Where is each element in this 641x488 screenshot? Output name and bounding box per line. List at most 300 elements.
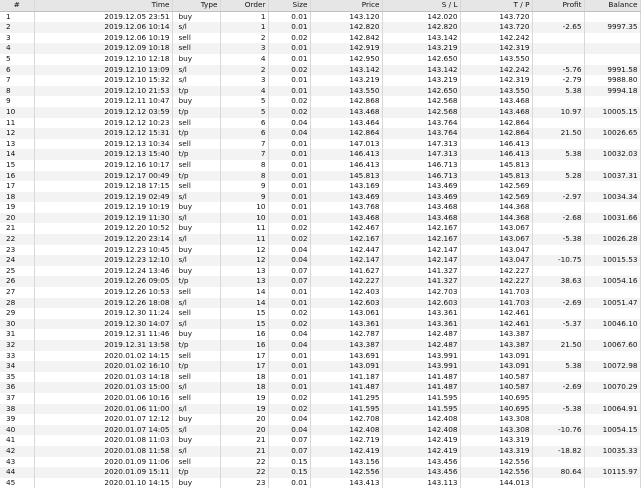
trade-type: t/p	[172, 128, 220, 139]
trade-type: buy	[172, 266, 220, 277]
trade-profit: -5.76	[532, 65, 584, 76]
trade-type: buy	[172, 54, 220, 65]
trade-profit: 5.38	[532, 361, 584, 372]
table-row[interactable]	[0, 340, 640, 351]
trade-number: 10	[0, 107, 34, 118]
trade-stop-loss: 143.219	[382, 43, 460, 54]
trade-type: s/l	[172, 75, 220, 86]
trade-price: 142.842	[310, 33, 382, 44]
trade-profit	[532, 54, 584, 65]
trade-order: 7	[220, 149, 268, 160]
trade-order: 15	[220, 308, 268, 319]
trade-size: 0.01	[268, 86, 310, 97]
trade-type: sell	[172, 33, 220, 44]
column-header-time[interactable]: Time	[34, 0, 172, 11]
trade-size: 0.01	[268, 298, 310, 309]
trade-balance	[584, 351, 640, 362]
trade-time: 2019.12.12 10:23	[34, 118, 172, 129]
trade-stop-loss: 143.219	[382, 75, 460, 86]
trade-stop-loss: 142.167	[382, 234, 460, 245]
trade-size: 0.04	[268, 425, 310, 436]
table-row[interactable]	[0, 319, 640, 330]
trade-type: t/p	[172, 276, 220, 287]
table-row[interactable]	[0, 171, 640, 182]
trade-take-profit: 142.242	[460, 65, 532, 76]
trade-take-profit: 146.413	[460, 149, 532, 160]
trade-stop-loss: 143.142	[382, 65, 460, 76]
trade-time: 2019.12.10 13:09	[34, 65, 172, 76]
trade-size: 0.01	[268, 149, 310, 160]
table-row[interactable]	[0, 266, 640, 277]
trade-take-profit: 142.319	[460, 43, 532, 54]
trade-profit	[532, 43, 584, 54]
trade-type: t/p	[172, 467, 220, 478]
trade-order: 11	[220, 223, 268, 234]
table-row[interactable]	[0, 446, 640, 457]
trade-take-profit: 142.461	[460, 308, 532, 319]
table-row[interactable]	[0, 160, 640, 171]
trade-stop-loss: 143.468	[382, 202, 460, 213]
trade-size: 0.01	[268, 139, 310, 150]
table-row[interactable]	[0, 86, 640, 97]
trade-type: buy	[172, 202, 220, 213]
trade-number: 16	[0, 171, 34, 182]
trade-take-profit: 142.864	[460, 118, 532, 129]
trade-profit: -10.75	[532, 255, 584, 266]
trade-balance: 10015.53	[584, 255, 640, 266]
trade-profit: 5.38	[532, 86, 584, 97]
trade-number: 32	[0, 340, 34, 351]
trade-type: sell	[172, 393, 220, 404]
trade-take-profit: 142.227	[460, 266, 532, 277]
trade-order: 19	[220, 393, 268, 404]
table-row[interactable]	[0, 361, 640, 372]
trade-price: 143.219	[310, 75, 382, 86]
trade-number: 20	[0, 213, 34, 224]
trade-order: 15	[220, 319, 268, 330]
trade-number: 6	[0, 65, 34, 76]
trade-size: 0.15	[268, 457, 310, 468]
table-row[interactable]	[0, 181, 640, 192]
trade-time: 2019.12.19 02:49	[34, 192, 172, 203]
trade-number: 31	[0, 329, 34, 340]
trade-number: 26	[0, 276, 34, 287]
trade-type: s/l	[172, 446, 220, 457]
trade-profit	[532, 139, 584, 150]
trade-price: 143.768	[310, 202, 382, 213]
trade-stop-loss: 142.487	[382, 329, 460, 340]
trade-balance	[584, 223, 640, 234]
trade-order: 9	[220, 192, 268, 203]
trade-type: buy	[172, 435, 220, 446]
table-row[interactable]	[0, 382, 640, 393]
table-row[interactable]	[0, 351, 640, 362]
table-row[interactable]	[0, 393, 640, 404]
trade-time: 2019.12.30 11:24	[34, 308, 172, 319]
trade-price: 142.950	[310, 54, 382, 65]
trade-take-profit: 146.413	[460, 139, 532, 150]
trade-balance	[584, 181, 640, 192]
trade-order: 22	[220, 457, 268, 468]
trade-time: 2019.12.30 14:07	[34, 319, 172, 330]
trade-stop-loss: 142.147	[382, 255, 460, 266]
trade-size: 0.04	[268, 340, 310, 351]
table-row[interactable]	[0, 478, 640, 488]
table-row[interactable]	[0, 425, 640, 436]
table-row[interactable]	[0, 22, 640, 33]
trade-price: 142.787	[310, 329, 382, 340]
trade-take-profit: 145.813	[460, 160, 532, 171]
column-header-type[interactable]: Type	[172, 0, 220, 11]
trade-stop-loss: 142.650	[382, 86, 460, 97]
trade-time: 2019.12.10 21:53	[34, 86, 172, 97]
trade-size: 0.01	[268, 351, 310, 362]
table-row[interactable]	[0, 139, 640, 150]
trade-profit: -2.68	[532, 213, 584, 224]
column-header-profit[interactable]: Profit	[532, 0, 584, 11]
trade-take-profit: 144.368	[460, 213, 532, 224]
trade-size: 0.02	[268, 223, 310, 234]
trade-size: 0.01	[268, 192, 310, 203]
trade-take-profit: 143.091	[460, 361, 532, 372]
trade-profit	[532, 457, 584, 468]
trade-order: 7	[220, 139, 268, 150]
trade-balance	[584, 329, 640, 340]
trade-number: 29	[0, 308, 34, 319]
trade-profit: 38.63	[532, 276, 584, 287]
trade-stop-loss: 143.142	[382, 33, 460, 44]
table-row[interactable]	[0, 287, 640, 298]
trade-time: 2019.12.26 18:08	[34, 298, 172, 309]
column-header-order[interactable]: Order	[220, 0, 268, 11]
trade-size: 0.02	[268, 319, 310, 330]
trade-time: 2020.01.02 14:15	[34, 351, 172, 362]
trade-number: 18	[0, 192, 34, 203]
table-row[interactable]	[0, 202, 640, 213]
trade-profit	[532, 160, 584, 171]
trade-balance: 10005.15	[584, 107, 640, 118]
trade-stop-loss: 142.820	[382, 22, 460, 33]
trade-size: 0.04	[268, 118, 310, 129]
trade-stop-loss: 143.456	[382, 467, 460, 478]
trade-profit	[532, 223, 584, 234]
trade-take-profit: 143.319	[460, 446, 532, 457]
table-row[interactable]	[0, 107, 640, 118]
trade-number: 7	[0, 75, 34, 86]
trade-number: 44	[0, 467, 34, 478]
trade-price: 143.156	[310, 457, 382, 468]
trade-balance: 10051.47	[584, 298, 640, 309]
trade-size: 0.07	[268, 266, 310, 277]
table-header	[0, 0, 640, 11]
trade-number: 42	[0, 446, 34, 457]
trade-type: buy	[172, 414, 220, 425]
trade-stop-loss: 141.327	[382, 276, 460, 287]
trade-take-profit: 140.587	[460, 382, 532, 393]
column-header-balance[interactable]: Balance	[584, 0, 640, 11]
trade-profit: -2.65	[532, 22, 584, 33]
table-row[interactable]	[0, 65, 640, 76]
table-row[interactable]	[0, 404, 640, 415]
trade-number: 11	[0, 118, 34, 129]
column-header-take-profit[interactable]: T / P	[460, 0, 532, 11]
table-row[interactable]	[0, 372, 640, 383]
trade-profit: -2.97	[532, 192, 584, 203]
trade-number: 25	[0, 266, 34, 277]
trade-take-profit: 140.695	[460, 404, 532, 415]
trade-profit: 21.50	[532, 340, 584, 351]
trade-take-profit: 142.556	[460, 457, 532, 468]
trade-profit: 21.50	[532, 128, 584, 139]
trade-balance: 10034.34	[584, 192, 640, 203]
trade-number: 5	[0, 54, 34, 65]
trade-stop-loss: 142.603	[382, 298, 460, 309]
trade-time: 2019.12.12 03:59	[34, 107, 172, 118]
trade-balance	[584, 160, 640, 171]
trade-price: 143.091	[310, 361, 382, 372]
trade-profit	[532, 329, 584, 340]
trade-number: 12	[0, 128, 34, 139]
trade-size: 0.07	[268, 446, 310, 457]
trade-take-profit: 140.695	[460, 393, 532, 404]
trade-time: 2020.01.02 16:10	[34, 361, 172, 372]
trade-profit	[532, 96, 584, 107]
trade-type: sell	[172, 160, 220, 171]
trade-number: 38	[0, 404, 34, 415]
trade-price: 142.864	[310, 128, 382, 139]
trade-stop-loss: 146.713	[382, 171, 460, 182]
trade-stop-loss: 141.595	[382, 393, 460, 404]
trade-profit	[532, 33, 584, 44]
trade-number: 36	[0, 382, 34, 393]
trade-size: 0.04	[268, 128, 310, 139]
trade-stop-loss: 141.487	[382, 372, 460, 383]
trade-size: 0.01	[268, 478, 310, 488]
trade-time: 2019.12.17 00:49	[34, 171, 172, 182]
trade-stop-loss: 143.468	[382, 213, 460, 224]
trade-price: 141.627	[310, 266, 382, 277]
trade-profit: -18.82	[532, 446, 584, 457]
trade-time: 2019.12.12 15:31	[34, 128, 172, 139]
column-header-number[interactable]: #	[0, 0, 34, 11]
trade-time: 2020.01.09 15:11	[34, 467, 172, 478]
trade-profit	[532, 351, 584, 362]
trade-order: 6	[220, 128, 268, 139]
trade-number: 13	[0, 139, 34, 150]
trade-stop-loss: 147.313	[382, 139, 460, 150]
trade-price: 146.413	[310, 160, 382, 171]
trade-size: 0.01	[268, 361, 310, 372]
trade-number: 27	[0, 287, 34, 298]
trade-balance	[584, 202, 640, 213]
trade-type: sell	[172, 181, 220, 192]
trade-type: s/l	[172, 255, 220, 266]
trade-type: sell	[172, 43, 220, 54]
trade-profit	[532, 478, 584, 488]
trade-order: 20	[220, 414, 268, 425]
trade-stop-loss: 141.487	[382, 382, 460, 393]
table-row[interactable]	[0, 54, 640, 65]
trade-time: 2019.12.18 17:15	[34, 181, 172, 192]
trade-take-profit: 143.319	[460, 435, 532, 446]
trade-order: 5	[220, 107, 268, 118]
table-row[interactable]	[0, 255, 640, 266]
trade-order: 1	[220, 22, 268, 33]
trade-price: 145.813	[310, 171, 382, 182]
table-row[interactable]	[0, 118, 640, 129]
trade-balance	[584, 414, 640, 425]
trade-take-profit: 142.569	[460, 181, 532, 192]
table-row[interactable]	[0, 213, 640, 224]
trade-size: 0.01	[268, 171, 310, 182]
trade-balance	[584, 287, 640, 298]
table-row[interactable]	[0, 234, 640, 245]
trade-profit	[532, 435, 584, 446]
table-row[interactable]	[0, 245, 640, 256]
table-row[interactable]	[0, 75, 640, 86]
trade-size: 0.01	[268, 22, 310, 33]
table-row[interactable]	[0, 308, 640, 319]
trade-stop-loss: 141.327	[382, 266, 460, 277]
table-row[interactable]	[0, 329, 640, 340]
trade-price: 142.147	[310, 255, 382, 266]
trade-size: 0.04	[268, 255, 310, 266]
table-row[interactable]	[0, 96, 640, 107]
trade-type: sell	[172, 118, 220, 129]
trade-time: 2020.01.08 11:58	[34, 446, 172, 457]
trade-profit: 80.64	[532, 467, 584, 478]
trade-size: 0.02	[268, 404, 310, 415]
trade-price: 141.487	[310, 382, 382, 393]
trade-time: 2020.01.09 11:06	[34, 457, 172, 468]
table-row[interactable]	[0, 192, 640, 203]
table-row[interactable]	[0, 276, 640, 287]
trade-stop-loss: 143.991	[382, 351, 460, 362]
trade-type: s/l	[172, 65, 220, 76]
trade-balance	[584, 393, 640, 404]
trade-time: 2020.01.03 15:00	[34, 382, 172, 393]
trade-balance	[584, 478, 640, 488]
trade-order: 18	[220, 382, 268, 393]
trade-time: 2020.01.07 12:12	[34, 414, 172, 425]
trade-stop-loss: 142.408	[382, 414, 460, 425]
trade-price: 141.595	[310, 404, 382, 415]
trade-price: 142.403	[310, 287, 382, 298]
table-row[interactable]	[0, 33, 640, 44]
trade-take-profit: 142.569	[460, 192, 532, 203]
trade-price: 142.708	[310, 414, 382, 425]
trade-balance: 10115.97	[584, 467, 640, 478]
trade-price: 143.468	[310, 107, 382, 118]
trade-number: 39	[0, 414, 34, 425]
trade-balance	[584, 139, 640, 150]
trade-size: 0.04	[268, 245, 310, 256]
trade-size: 0.01	[268, 287, 310, 298]
trade-take-profit: 142.461	[460, 319, 532, 330]
trade-stop-loss: 142.568	[382, 96, 460, 107]
trade-size: 0.02	[268, 65, 310, 76]
trade-take-profit: 142.319	[460, 75, 532, 86]
trade-order: 23	[220, 478, 268, 488]
trade-number: 30	[0, 319, 34, 330]
column-header-price[interactable]: Price	[310, 0, 382, 11]
trade-take-profit: 145.813	[460, 171, 532, 182]
trade-number: 4	[0, 43, 34, 54]
trade-balance	[584, 266, 640, 277]
trade-type: sell	[172, 372, 220, 383]
trade-size: 0.07	[268, 276, 310, 287]
trade-take-profit: 142.556	[460, 467, 532, 478]
trade-order: 10	[220, 202, 268, 213]
trade-order: 18	[220, 372, 268, 383]
trade-size: 0.01	[268, 181, 310, 192]
trade-time: 2019.12.06 10:14	[34, 22, 172, 33]
trade-time: 2019.12.16 10:17	[34, 160, 172, 171]
trade-number: 23	[0, 245, 34, 256]
trade-balance: 10067.60	[584, 340, 640, 351]
column-header-size[interactable]: Size	[268, 0, 310, 11]
table-row[interactable]	[0, 467, 640, 478]
table-row[interactable]	[0, 43, 640, 54]
trade-price: 143.120	[310, 11, 382, 22]
trade-order: 9	[220, 181, 268, 192]
trade-time: 2019.12.13 10:34	[34, 139, 172, 150]
trade-size: 0.01	[268, 213, 310, 224]
trade-stop-loss: 143.991	[382, 361, 460, 372]
trade-profit	[532, 372, 584, 383]
trade-number: 45	[0, 478, 34, 488]
trade-time: 2019.12.26 10:53	[34, 287, 172, 298]
trade-balance: 10064.91	[584, 404, 640, 415]
table-row[interactable]	[0, 128, 640, 139]
table-row[interactable]	[0, 223, 640, 234]
trade-stop-loss: 143.469	[382, 192, 460, 203]
trade-profit	[532, 287, 584, 298]
trade-price: 143.061	[310, 308, 382, 319]
table-row[interactable]	[0, 414, 640, 425]
trade-stop-loss: 142.487	[382, 340, 460, 351]
trade-take-profit: 143.720	[460, 22, 532, 33]
trade-number: 22	[0, 234, 34, 245]
trade-take-profit: 143.308	[460, 414, 532, 425]
trade-take-profit: 144.368	[460, 202, 532, 213]
trade-price: 141.295	[310, 393, 382, 404]
trade-number: 24	[0, 255, 34, 266]
trade-balance	[584, 33, 640, 44]
trade-type: s/l	[172, 404, 220, 415]
trade-order: 12	[220, 255, 268, 266]
trade-price: 143.469	[310, 192, 382, 203]
trade-profit	[532, 245, 584, 256]
table-row[interactable]	[0, 149, 640, 160]
table-row[interactable]	[0, 298, 640, 309]
trade-stop-loss: 141.595	[382, 404, 460, 415]
trade-order: 17	[220, 351, 268, 362]
trade-stop-loss: 142.020	[382, 11, 460, 22]
trade-time: 2019.12.26 09:05	[34, 276, 172, 287]
trade-price: 143.468	[310, 213, 382, 224]
table-row[interactable]	[0, 457, 640, 468]
column-header-stop-loss[interactable]: S / L	[382, 0, 460, 11]
trade-take-profit: 143.067	[460, 223, 532, 234]
table-row[interactable]	[0, 11, 640, 22]
trade-order: 14	[220, 287, 268, 298]
trade-type: buy	[172, 11, 220, 22]
trade-stop-loss: 142.167	[382, 223, 460, 234]
trade-type: buy	[172, 245, 220, 256]
table-row[interactable]	[0, 435, 640, 446]
trade-time: 2019.12.09 10:18	[34, 43, 172, 54]
